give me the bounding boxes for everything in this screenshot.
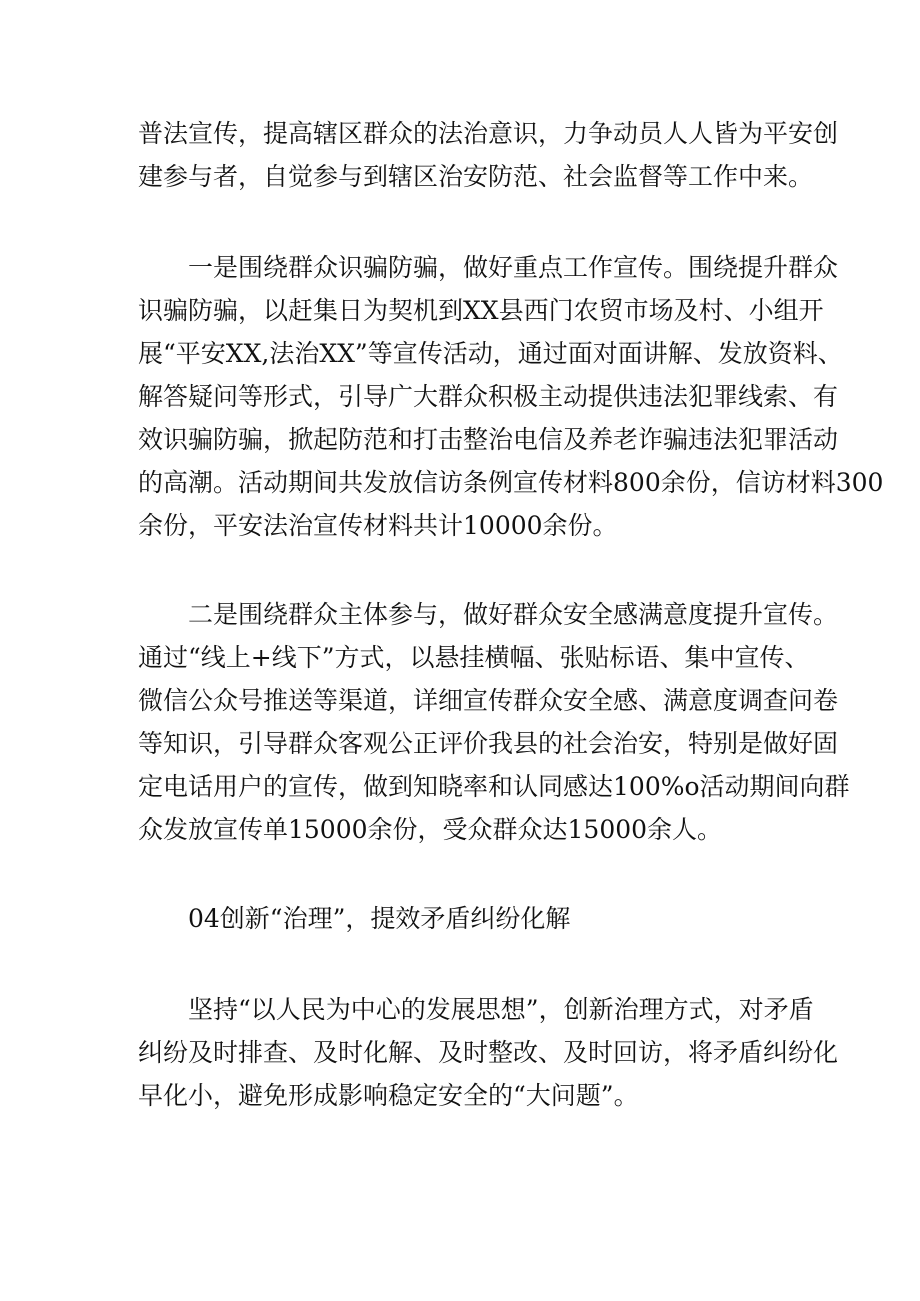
text-line: 通过“线上+线下”方式，以悬挂横幅、张贴标语、集中宣传、 [138,643,810,672]
heading-text: 04创新“治理”，提效矛盾纠纷化解 [188,904,571,933]
text-line: 展“平安XX,法治XX”等宣传活动，通过面对面讲解、发放资料、 [138,339,843,368]
text-line: 效识骗防骗，掀起防范和打击整治电信及养老诈骗违法犯罪活动 [138,425,839,454]
text-line: 余份，平安法治宣传材料共计10000余份。 [138,511,618,540]
section-heading [138,897,798,940]
paragraph-intro [138,112,839,198]
text-line: 一是围绕群众识骗防骗，做好重点工作宣传。围绕提升群众 [188,253,839,282]
text-line: 建参与者，自觉参与到辖区治安防范、社会监督等工作中来。 [138,162,814,191]
text-line: 坚持“以人民为中心的发展思想”，创新治理方式，对矛盾 [188,995,814,1024]
text-line: 等知识，引导群众客观公正评价我县的社会治安，特别是做好固 [138,729,839,758]
paragraph-governance [138,988,839,1117]
text-line: 众发放宣传单15000余份，受众群众达15000余人。 [138,815,723,844]
text-line: 微信公众号推送等渠道，详细宣传群众安全感、满意度调查问卷 [138,686,839,715]
paragraph-satisfaction [138,593,850,851]
text-line: 普法宣传，提高辖区群众的法治意识，力争动员人人皆为平安创 [138,119,839,148]
text-line: 二是围绕群众主体参与，做好群众安全感满意度提升宣传。 [188,600,839,629]
paragraph-anti-fraud [138,246,884,547]
text-line: 的高潮。活动期间共发放信访条例宣传材料800余份，信访材料300 [138,468,884,497]
text-line: 纠纷及时排查、及时化解、及时整改、及时回访，将矛盾纠纷化 [138,1038,839,1067]
text-line: 解答疑问等形式，引导广大群众积极主动提供违法犯罪线索、有 [138,382,839,411]
text-line: 定电话用户的宣传，做到知晓率和认同感达100%o活动期间向群 [138,772,850,801]
text-line: 早化小，避免形成影响稳定安全的“大问题”。 [138,1081,639,1110]
text-line: 识骗防骗，以赶集日为契机到XX县西门农贸市场及村、小组开 [138,296,824,325]
